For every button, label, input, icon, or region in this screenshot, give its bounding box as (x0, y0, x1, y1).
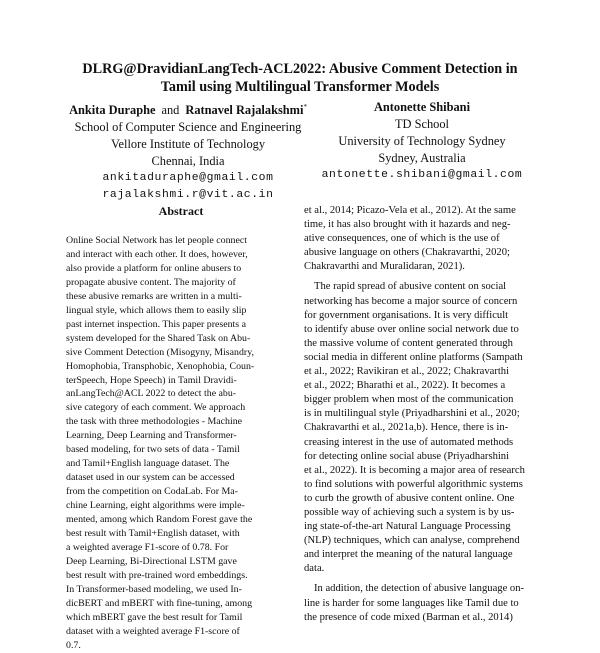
text-line: which mBERT gave the best result for Tamil (66, 611, 243, 623)
affiliation-line: Chennai, India (151, 154, 225, 169)
text-line: ing state-of-the-art Natural Language Processing (304, 521, 511, 533)
text-line: abusive language on others (Chakravarthi, 2020; (304, 247, 510, 259)
body-paragraph (304, 582, 534, 624)
text-line: creasing interest in the use of automated methods (304, 436, 514, 448)
text-line: social media in different online platforms (Sampath (304, 351, 523, 363)
text-line: and Tamil+English language dataset. The (66, 458, 230, 470)
text-line: The rapid spread of abusive content on social (314, 281, 507, 293)
affiliation-line: Sydney, Australia (378, 151, 466, 165)
author-conjunction: and (161, 103, 180, 118)
text-line: best result with pre-trained word embeddings. (66, 569, 248, 581)
body-paragraph (304, 280, 534, 576)
text-line: these abusive remarks are written in a multi- (66, 290, 242, 302)
author-block-right (304, 99, 540, 184)
abstract-body (66, 234, 296, 653)
text-line: to curb the growth of abusive content online. One (304, 492, 515, 504)
text-line: Online Social Network has let people connect (66, 235, 247, 246)
text-line: ative consequences, one of which is the use of (304, 233, 500, 245)
text-line: and interact with each other. It does, however, (66, 248, 248, 260)
text-line: et al., 2014; Picazo-Vela et al., 2012). At the same (304, 205, 516, 216)
author-name: Antonette Shibani (373, 100, 471, 114)
text-line: and interpret the meaning of the natural language (304, 549, 513, 561)
text-line: for detecting online social abuse (Priyadharshini (304, 450, 510, 462)
text-line: for government organisations. It is very difficult (304, 309, 509, 321)
author-block-left (60, 99, 316, 204)
text-line: possible way of achieving such a system is by us- (304, 506, 515, 518)
affiliation-line: School of Computer Science and Engineering (74, 120, 302, 135)
text-line: bigger problem when most of the communication (304, 394, 514, 406)
text-line: the task with three methodologies - Machine (66, 416, 243, 428)
text-line: mented, among which Random Forest gave the (66, 514, 253, 526)
author-names-left (60, 99, 316, 119)
text-line: data. (304, 563, 325, 575)
text-line: (NLP) techniques, which can analyse, comprehend (304, 535, 520, 547)
text-line: to find solutions with powerful algorithmic systems (304, 478, 523, 490)
abstract-column (66, 204, 296, 653)
text-line: time, it has also brought with it hazards and neg- (304, 219, 511, 231)
text-line: Homophobia, Transphobic, Xenophobia, Coun- (66, 360, 255, 372)
text-line: In Transformer-based modeling, we used In- (66, 583, 242, 595)
intro-column (304, 204, 534, 625)
body-paragraph (304, 204, 534, 274)
text-line: anLangTech@ACL 2022 to detect the abu- (66, 388, 237, 400)
author-email: rajalakshmi.r@vit.ac.in (102, 189, 274, 202)
affiliation-line: TD School (394, 117, 450, 131)
abstract-heading: Abstract (158, 204, 204, 218)
text-line: past internet inspection. This paper presents a (66, 318, 246, 330)
affiliation-line: Vellore Institute of Technology (110, 137, 266, 152)
author-email: antonette.shibani@gmail.com (321, 169, 523, 181)
author-name: Ratnavel Rajalakshmi (185, 103, 304, 118)
text-line: Chakravarthi et al., 2021a,b). Hence, there is in- (304, 422, 509, 434)
corresponding-author-mark: * (303, 103, 307, 111)
text-line: In addition, the detection of abusive language on- (314, 583, 525, 595)
text-line: Learning, Deep Learning and Transformer- (66, 430, 237, 442)
author-email: ankitaduraphe@gmail.com (102, 172, 274, 185)
text-line: dataset with a weighted average F1-score of (66, 625, 240, 637)
text-line: et al., 2022; Bharathi et al., 2022). It becomes a (304, 380, 506, 392)
text-line: dataset used in our system can be accessed (66, 472, 235, 484)
text-line: chine Learning, eight algorithms were imple- (66, 500, 245, 512)
text-line: propagate abusive content. The majority of (66, 276, 236, 288)
text-line: 0.7. (66, 639, 81, 651)
text-line: networking has become a major source of concern (304, 295, 518, 307)
text-line: Deep Learning, Bi-Directional LSTM gave (66, 555, 237, 567)
text-line: et al., 2022). It is becoming a major area of research (304, 464, 525, 476)
text-line: the massive volume of content generated through (304, 337, 513, 349)
text-line: is in multilingual style (Priyadharshini et al., 2020; (304, 408, 520, 420)
text-line: a weighted average F1-score of 0.78. For (66, 541, 229, 553)
text-line: sive Comment Detection (Misogyny, Misandry, (66, 346, 254, 358)
text-line: lingual style, which allows them to easily slip (66, 304, 247, 316)
paper-title (60, 60, 540, 96)
text-line: the presence of code mixed (Barman et al., 2014) (304, 611, 513, 623)
text-line: terSpeech, Hope Speech) in Tamil Dravidi- (66, 374, 237, 386)
text-line: et al., 2022; Ravikiran et al., 2022; Chakravarthi (304, 366, 510, 378)
text-line: best result with Tamil+English dataset, with (66, 528, 240, 540)
text-line: to identify abuse over online social network due to (304, 323, 519, 335)
text-line: from the competition on CodaLab. For Ma- (66, 486, 238, 498)
text-line: also provide a platform for online abusers to (66, 262, 242, 274)
author-name: Ankita Duraphe (69, 103, 156, 118)
title-line: DLRG@DravidianLangTech-ACL2022: Abusive Comment Detection in (82, 61, 518, 77)
text-line: based modeling, for two sets of data - Tamil (66, 444, 240, 456)
title-line: Tamil using Multilingual Transformer Models (160, 79, 440, 95)
author-section (60, 99, 540, 202)
text-line: line is harder for some languages like Tamil due to (304, 597, 519, 609)
text-line: sive category of each comment. We approach (66, 402, 246, 414)
text-line: Chakravarthi and Muralidaran, 2021). (304, 261, 465, 273)
text-line: dicBERT and mBERT with fine-tuning, among (66, 597, 253, 609)
text-line: system developed for the Shared Task on Abu- (66, 332, 251, 344)
affiliation-line: University of Technology Sydney (338, 134, 506, 148)
